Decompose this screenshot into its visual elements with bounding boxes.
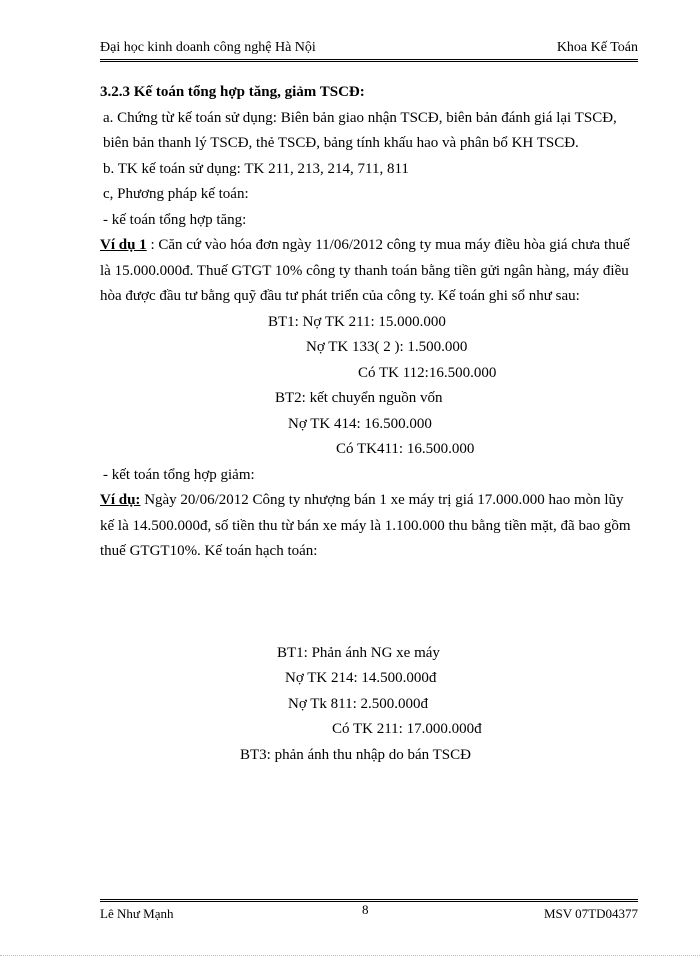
example-1-text: : Căn cứ vào hóa đơn ngày 11/06/2012 công ty mua máy điều hòa giá chưa thuế là 15.000.000đ. Thuế GTGT 10% công ty thanh toán bằng tiền gửi ngân hàng, máy điều hòa được đầu tư bằng quỹ đầu tư phát triển của công ty. Kế toán ghi sổ như sau: [100, 237, 630, 304]
entry-1-line-3: Có TK 112:16.500.000 [358, 364, 497, 381]
entry-2-line-3: Nợ Tk 811: 2.500.000đ [288, 695, 429, 712]
entry-1-line-6: Có TK411: 16.500.000 [336, 441, 475, 457]
entry-2-line-4: Có TK 211: 17.000.000đ [332, 721, 482, 737]
header-divider [100, 59, 638, 62]
example-2-text: Ngày 20/06/2012 Công ty nhượng bán 1 xe máy trị giá 17.000.000 hao mòn lũy kế là 14.500.000đ, số tiền thu từ bán xe máy là 1.100.000 thu bằng tiền mặt, đã bao gồm thuế GTGT10%. Kế toán hạch toán: [100, 492, 631, 559]
paragraph-a: a. Chứng từ kế toán sử dụng: Biên bản giao nhận TSCĐ, biên bản đánh giá lại TSCĐ, biên bản thanh lý TSCĐ, thẻ TSCĐ, bảng tính khấu hao và phân bổ KH TSCĐ. [103, 109, 617, 151]
entry-2-line-5: BT3: phản ánh thu nhập do bán TSCĐ [240, 746, 471, 763]
paragraph-c: c, Phương pháp kế toán: [103, 186, 249, 202]
footer-divider [100, 899, 638, 902]
footer-author: Lê Như Mạnh [100, 906, 174, 921]
paragraph-b: b. TK kế toán sử dụng: TK 211, 213, 214, 711, 811 [103, 160, 409, 177]
decrease-title: - kết toán tổng hợp giảm: [103, 466, 255, 483]
spacer [100, 565, 640, 641]
entry-1-line-2: Nợ TK 133( 2 ): 1.500.000 [306, 339, 468, 355]
entry-2-line-1: BT1: Phản ánh NG xe máy [277, 644, 440, 661]
entry-1-line-4: BT2: kết chuyển nguồn vốn [275, 390, 443, 406]
section-heading: 3.2.3 Kế toán tổng hợp tăng, giảm TSCĐ: [100, 84, 365, 100]
increase-title: - kế toán tổng hợp tăng: [103, 211, 247, 228]
header-school: Đại học kinh doanh công nghệ Hà Nội [100, 40, 316, 55]
page-number: 8 [362, 902, 369, 917]
entry-1-line-1: BT1: Nợ TK 211: 15.000.000 [268, 313, 446, 330]
document-body [100, 80, 640, 768]
header-department: Khoa Kế Toán [556, 40, 638, 55]
example-1-label: Ví dụ 1 [100, 237, 147, 253]
page-edge-divider [0, 955, 700, 956]
footer-student-id: MSV 07TD04377 [543, 906, 638, 921]
example-1 [100, 233, 640, 310]
entry-2-line-2: Nợ TK 214: 14.500.000đ [285, 670, 437, 686]
entry-1-line-5: Nợ TK 414: 16.500.000 [288, 415, 432, 432]
example-2 [100, 488, 640, 565]
example-2-label: Ví dụ: [100, 492, 141, 508]
